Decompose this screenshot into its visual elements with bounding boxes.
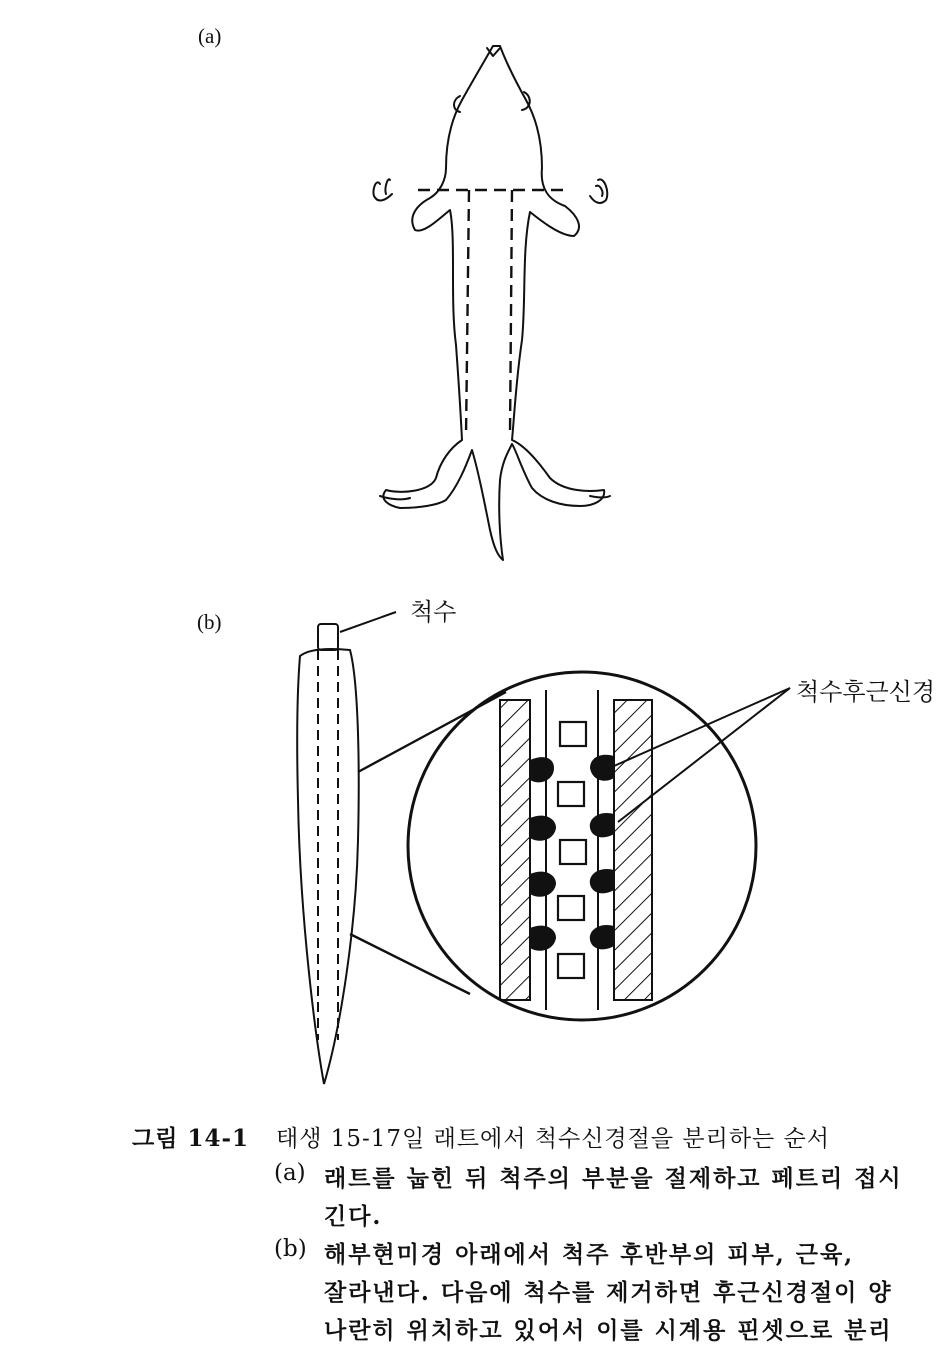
panel-b-label: (b) [197,610,222,634]
caption-b-line1: 해부현미경 아래에서 척주 후반부의 피부, 근육, [324,1241,855,1268]
figure-number: 그림 14-1 [132,1125,249,1152]
caption-a-line2: 긴다. [324,1203,383,1230]
caption-a-line1: 래트를 눕힌 뒤 척주의 부분을 절제하고 페트리 접시 [324,1165,903,1192]
caption-b-marker: (b) [274,1236,307,1262]
spinal-cord-label: 척수 [410,598,457,626]
figure-title: 태생 15-17일 래트에서 척수신경절을 분리하는 순서 [276,1126,831,1152]
cut-lines [418,190,570,436]
zoom-circle [408,672,756,1020]
rat-body-outline [383,46,604,560]
spinal-column [297,612,396,1084]
vertebra-blocks [558,722,586,978]
panel-a-label: (a) [198,24,222,48]
caption-b-line2: 잘라낸다. 다음에 척수를 제거하면 후근신경절이 양 [324,1279,893,1306]
drg-label: 척수후근신경 [796,678,936,706]
caption-b-line3: 나란히 위치하고 있어서 이를 시계용 핀셋으로 분리 [324,1317,893,1344]
caption-a-marker: (a) [274,1160,306,1186]
